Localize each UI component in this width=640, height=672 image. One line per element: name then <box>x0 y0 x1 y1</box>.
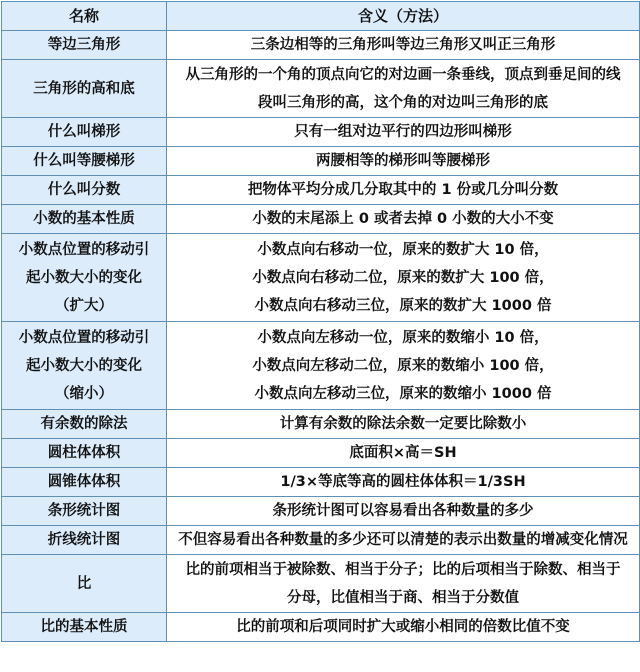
row-meaning-line: 小数点向左移动三位，原来的数缩小 1000 倍 <box>254 385 552 402</box>
row-name-line: 三角形的高和底 <box>33 80 135 97</box>
row-name-line: 条形统计图 <box>47 503 121 519</box>
row-meaning-cell <box>167 497 640 526</box>
row-name-cell <box>2 31 167 60</box>
row-meaning-cell <box>167 176 640 205</box>
row-name-line: 起小数大小的变化 <box>26 357 142 374</box>
row-name-cell <box>2 555 167 613</box>
row-name-cell <box>2 205 167 234</box>
row-name-line: 等边三角形 <box>47 37 121 53</box>
table-row <box>2 555 640 613</box>
row-name-line: 比 <box>76 575 92 592</box>
table-row <box>2 497 640 526</box>
table-row <box>2 439 640 468</box>
row-name-line: 圆柱体体积 <box>47 445 121 461</box>
row-meaning-line: 条形统计图可以容易看出各种数量的多少 <box>272 503 534 519</box>
row-name-line: 圆锥体体积 <box>47 474 121 490</box>
row-name-cell <box>2 613 167 642</box>
row-meaning-cell <box>167 147 640 176</box>
table-row <box>2 322 640 410</box>
row-meaning-cell <box>167 468 640 497</box>
row-meaning-line: 分母，比值相当于商、相当于分数值 <box>287 589 519 606</box>
row-meaning-line: 不但容易看出各种数量的多少还可以清楚的表示出数量的增减变化情况 <box>178 532 628 548</box>
row-meaning-line: 计算有余数的除法余数一定要比除数小 <box>279 416 527 432</box>
row-name-line: 有余数的除法 <box>40 416 128 432</box>
row-meaning-line: 把物体平均分成几分取其中的 1 份或几分叫分数 <box>247 182 559 198</box>
row-name-line: 小数的基本性质 <box>33 211 135 227</box>
row-name-line: 比的基本性质 <box>40 619 128 635</box>
row-meaning-cell <box>167 526 640 555</box>
table-row <box>2 176 640 205</box>
table-row <box>2 410 640 439</box>
header-name: 名称 <box>2 2 167 31</box>
row-meaning-line: 比的前项和后项同时扩大或缩小相同的倍数比值不变 <box>236 619 570 635</box>
row-name-cell <box>2 526 167 555</box>
row-meaning-cell <box>167 118 640 147</box>
row-meaning-line: 小数点向右移动三位，原来的数扩大 1000 倍 <box>254 297 552 314</box>
row-name-line: 什么叫分数 <box>47 182 121 198</box>
row-meaning-cell <box>167 439 640 468</box>
table-row <box>2 147 640 176</box>
row-meaning-line: 1/3×等底等高的圆柱体体积＝1/3SH <box>280 474 526 490</box>
row-name-cell <box>2 60 167 118</box>
row-meaning-line: 比的前项相当于被除数、相当于分子；比的后项相当于除数、相当于 <box>185 561 621 578</box>
row-meaning-cell <box>167 31 640 60</box>
row-meaning-line: 底面积×高＝SH <box>349 445 457 461</box>
row-name-cell <box>2 410 167 439</box>
table-row <box>2 31 640 60</box>
row-meaning-line: 三条边相等的三角形叫等边三角形又叫正三角形 <box>250 37 556 53</box>
table-body <box>2 31 640 642</box>
row-meaning-line: 只有一组对边平行的四边形叫梯形 <box>294 124 512 140</box>
row-name-cell <box>2 234 167 322</box>
table-row <box>2 526 640 555</box>
table-row <box>2 234 640 322</box>
row-meaning-cell <box>167 410 640 439</box>
row-name-line: 什么叫梯形 <box>47 124 121 140</box>
row-name-line: 小数点位置的移动引 <box>18 241 150 258</box>
row-name-cell <box>2 176 167 205</box>
row-meaning-cell <box>167 322 640 410</box>
row-meaning-cell <box>167 60 640 118</box>
table-row <box>2 468 640 497</box>
table-row <box>2 205 640 234</box>
table-row <box>2 613 640 642</box>
row-meaning-line: 小数点向右移动一位，原来的数扩大 10 倍， <box>257 241 549 258</box>
row-name-line: （缩小） <box>55 385 113 402</box>
row-meaning-cell <box>167 613 640 642</box>
row-meaning-line: 小数点向右移动二位，原来的数扩大 100 倍， <box>252 269 554 286</box>
row-name-cell <box>2 468 167 497</box>
row-name-line: 小数点位置的移动引 <box>18 329 150 346</box>
table-row <box>2 60 640 118</box>
row-meaning-cell <box>167 555 640 613</box>
row-meaning-line: 从三角形的一个角的顶点向它的对边画一条垂线，顶点到垂足间的线 <box>185 66 621 83</box>
row-meaning-line: 小数点向左移动一位，原来的数缩小 10 倍， <box>257 329 549 346</box>
row-name-cell <box>2 147 167 176</box>
row-name-cell <box>2 439 167 468</box>
row-name-cell <box>2 118 167 147</box>
row-name-line: 什么叫等腰梯形 <box>33 153 135 169</box>
table-header-row <box>2 2 640 31</box>
table-row <box>2 118 640 147</box>
row-meaning-cell <box>167 234 640 322</box>
row-name-cell <box>2 497 167 526</box>
row-name-line: 起小数大小的变化 <box>26 269 142 286</box>
row-name-line: 折线统计图 <box>47 532 121 548</box>
row-meaning-line: 小数点向左移动二位，原来的数缩小 100 倍， <box>252 357 554 374</box>
row-meaning-cell <box>167 205 640 234</box>
row-name-cell <box>2 322 167 410</box>
header-meaning: 含义（方法） <box>167 2 640 31</box>
row-meaning-line: 段叫三角形的高，这个角的对边叫三角形的底 <box>258 94 548 111</box>
math-concepts-table <box>1 1 640 642</box>
row-meaning-line: 小数的末尾添上 0 或者去掉 0 小数的大小不变 <box>252 211 554 227</box>
row-name-line: （扩大） <box>55 297 113 314</box>
row-meaning-line: 两腰相等的梯形叫等腰梯形 <box>316 153 490 169</box>
